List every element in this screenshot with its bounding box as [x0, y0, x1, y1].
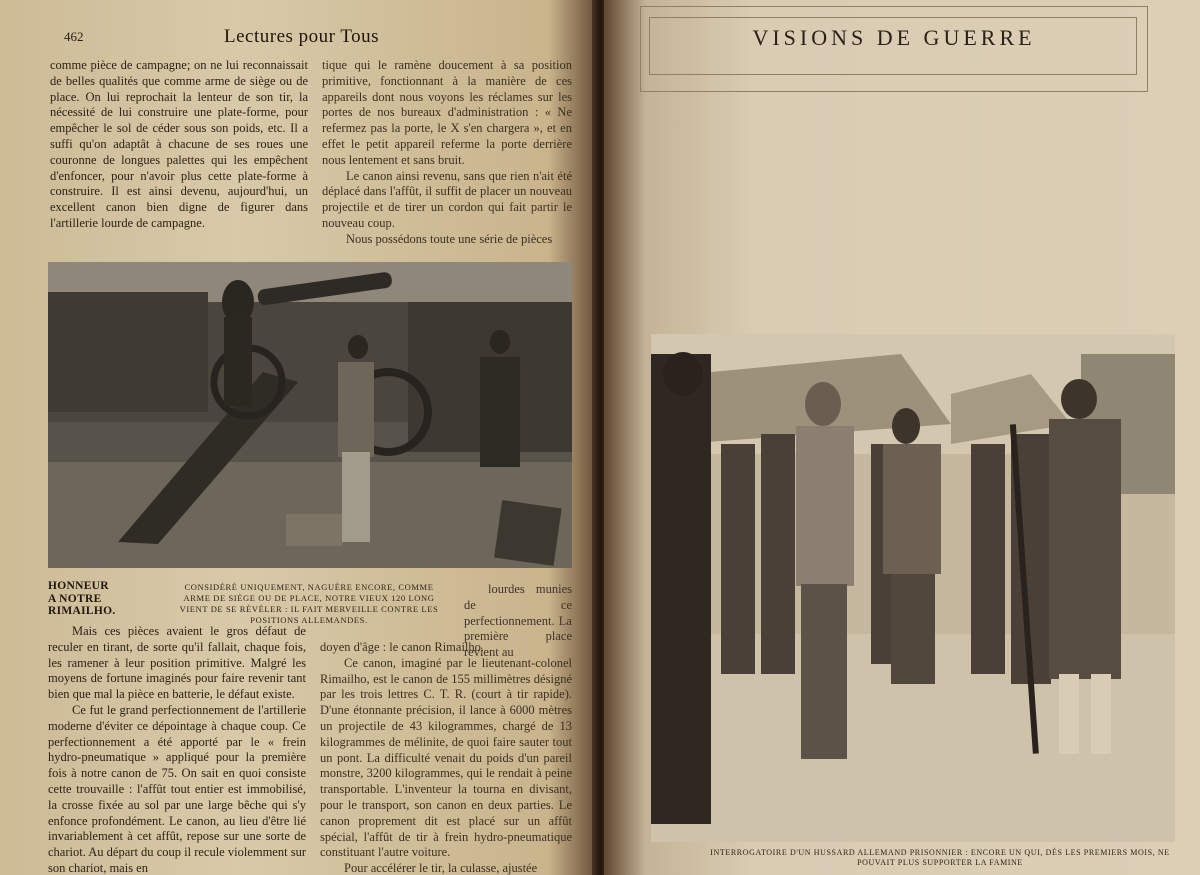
- cannon-illustration: [48, 262, 572, 568]
- soldiers-photo: [651, 334, 1175, 842]
- photo-caption: INTERROGATOIRE D'UN HUSSARD ALLEMAND PRISONNIER : ENCORE UN QUI, DÈS LES PREMIERS MOIS, NE POUVAIT PLUS SUPPORTER LA FAMINE: [710, 848, 1170, 867]
- paragraph: Pour accélérer le tir, la culasse, ajustée: [344, 861, 538, 875]
- paragraph: Nous possédons toute une série de pièces: [346, 231, 553, 246]
- column-1-top: [50, 58, 308, 232]
- page-number: 462: [64, 29, 84, 44]
- column-1-bottom: [48, 624, 306, 875]
- left-page: [0, 0, 596, 875]
- paragraph: tique qui le ramène doucement à sa position primitive, fonctionnant à la manière de ces appareils dont nous voyons les réclames sur les portes de nos bureaux d'administration : « Ne refermez pas la porte, le X s'en chargera », et en effet le petit appareil referme la porte derrière nous lentement et sans bruit.: [322, 58, 572, 167]
- section-heading: HONNEUR A NOTRE RIMAILHO.: [48, 580, 116, 617]
- title-frame: [640, 6, 1148, 92]
- paragraph: Ce canon, imaginé par le lieutenant-colonel Rimailho, est le canon de 155 millimètres désigné par les trois lettres C. T. R. (court à tir rapide). D'une étonnante précision, il lance à 6000 mètres un projectile de 43 kilogrammes, chargé de 13 kilogrammes de mélinite, de quoi faire sauter tout un pont. La difficulté venait du poids d'un pareil monstre, 3200 kilogrammes, qui le rendait à peine transportable. L'inventeur la tourna en divisant, pour le transport, son canon en deux parties. Le canon proprement dit est placé sur un affût spécial, l'affût de tir à frein hydro-pneumatique constituant l'autre voiture.: [320, 655, 572, 860]
- section-title: VISIONS DE GUERRE: [752, 25, 1036, 50]
- journal-title: Lectures pour Tous: [224, 26, 380, 47]
- paragraph: doyen d'âge : le canon Rimailho.: [320, 640, 485, 654]
- paragraph: Mais ces pièces avaient le gros défaut de reculer en tirant, de sorte qu'il fallait, chaque fois, les ramener à leur position primitive. Malgré les moyens de fortune imaginés pour faire revenir tant bien que mal la pièce en batterie, le défaut existe.: [48, 624, 306, 702]
- artillery-photo: [48, 262, 572, 568]
- paragraph: Le canon ainsi revenu, sans que rien n'ait été déplacé dans l'affût, il suffit de placer un nouveau projectile et de tirer un cordon qui fait partir le nouveau coup.: [322, 168, 572, 230]
- paragraph: Ce fut le grand perfectionnement de l'artillerie moderne d'éviter ce dépointage à chaque coup. Ce perfectionnement a été apporté par le « frein hydro-pneumatique » appliqué pour la première fois à notre canon de 75. On sait en quoi consiste cette trouvaille : l'affût tout entier est immobilisé, la crosse fixée au sol par une large bêche qui s'y enfonce profondément. Le canon, au lieu d'être lié invariablement à cet affût, repose sur une sorte de chariot. Au départ du coup il recule violemment sur son chariot, mais en: [48, 702, 306, 875]
- photo-caption: CONSIDÉRÉ UNIQUEMENT, NAGUÈRE ENCORE, COMME ARME DE SIÈGE OU DE PLACE, NOTRE VIEUX 120 LONG VIENT DE SE RÉVÉLER : IL FAIT MERVEILLE CONTRE LES POSITIONS ALLEMANDES.: [179, 582, 439, 625]
- paragraph: lourdes munies de ce perfectionnement. La première place revient au: [464, 582, 572, 660]
- prisoner-interrogation-illustration: [651, 334, 1175, 842]
- column-2-top: [322, 58, 572, 248]
- running-head: [64, 26, 574, 50]
- column-2-bottom: [320, 640, 572, 875]
- paragraph: comme pièce de campagne; on ne lui reconnaissait de belles qualités que comme arme de siège ou de place. On lui reprochait la lenteur de son tir, la nécessité de lui construire une plate-forme, pour empêcher le sol de céder sous son poids, etc. Il a suffi qu'on adaptât à chacune de ses roues une couronne de longues palettes qui les empêchent d'enfoncer, pour n'avoir plus cette plate-forme à construire. Il est ainsi devenu, aujourd'hui, un excellent canon bien digne de figurer dans l'artillerie lourde de campagne.: [50, 58, 308, 230]
